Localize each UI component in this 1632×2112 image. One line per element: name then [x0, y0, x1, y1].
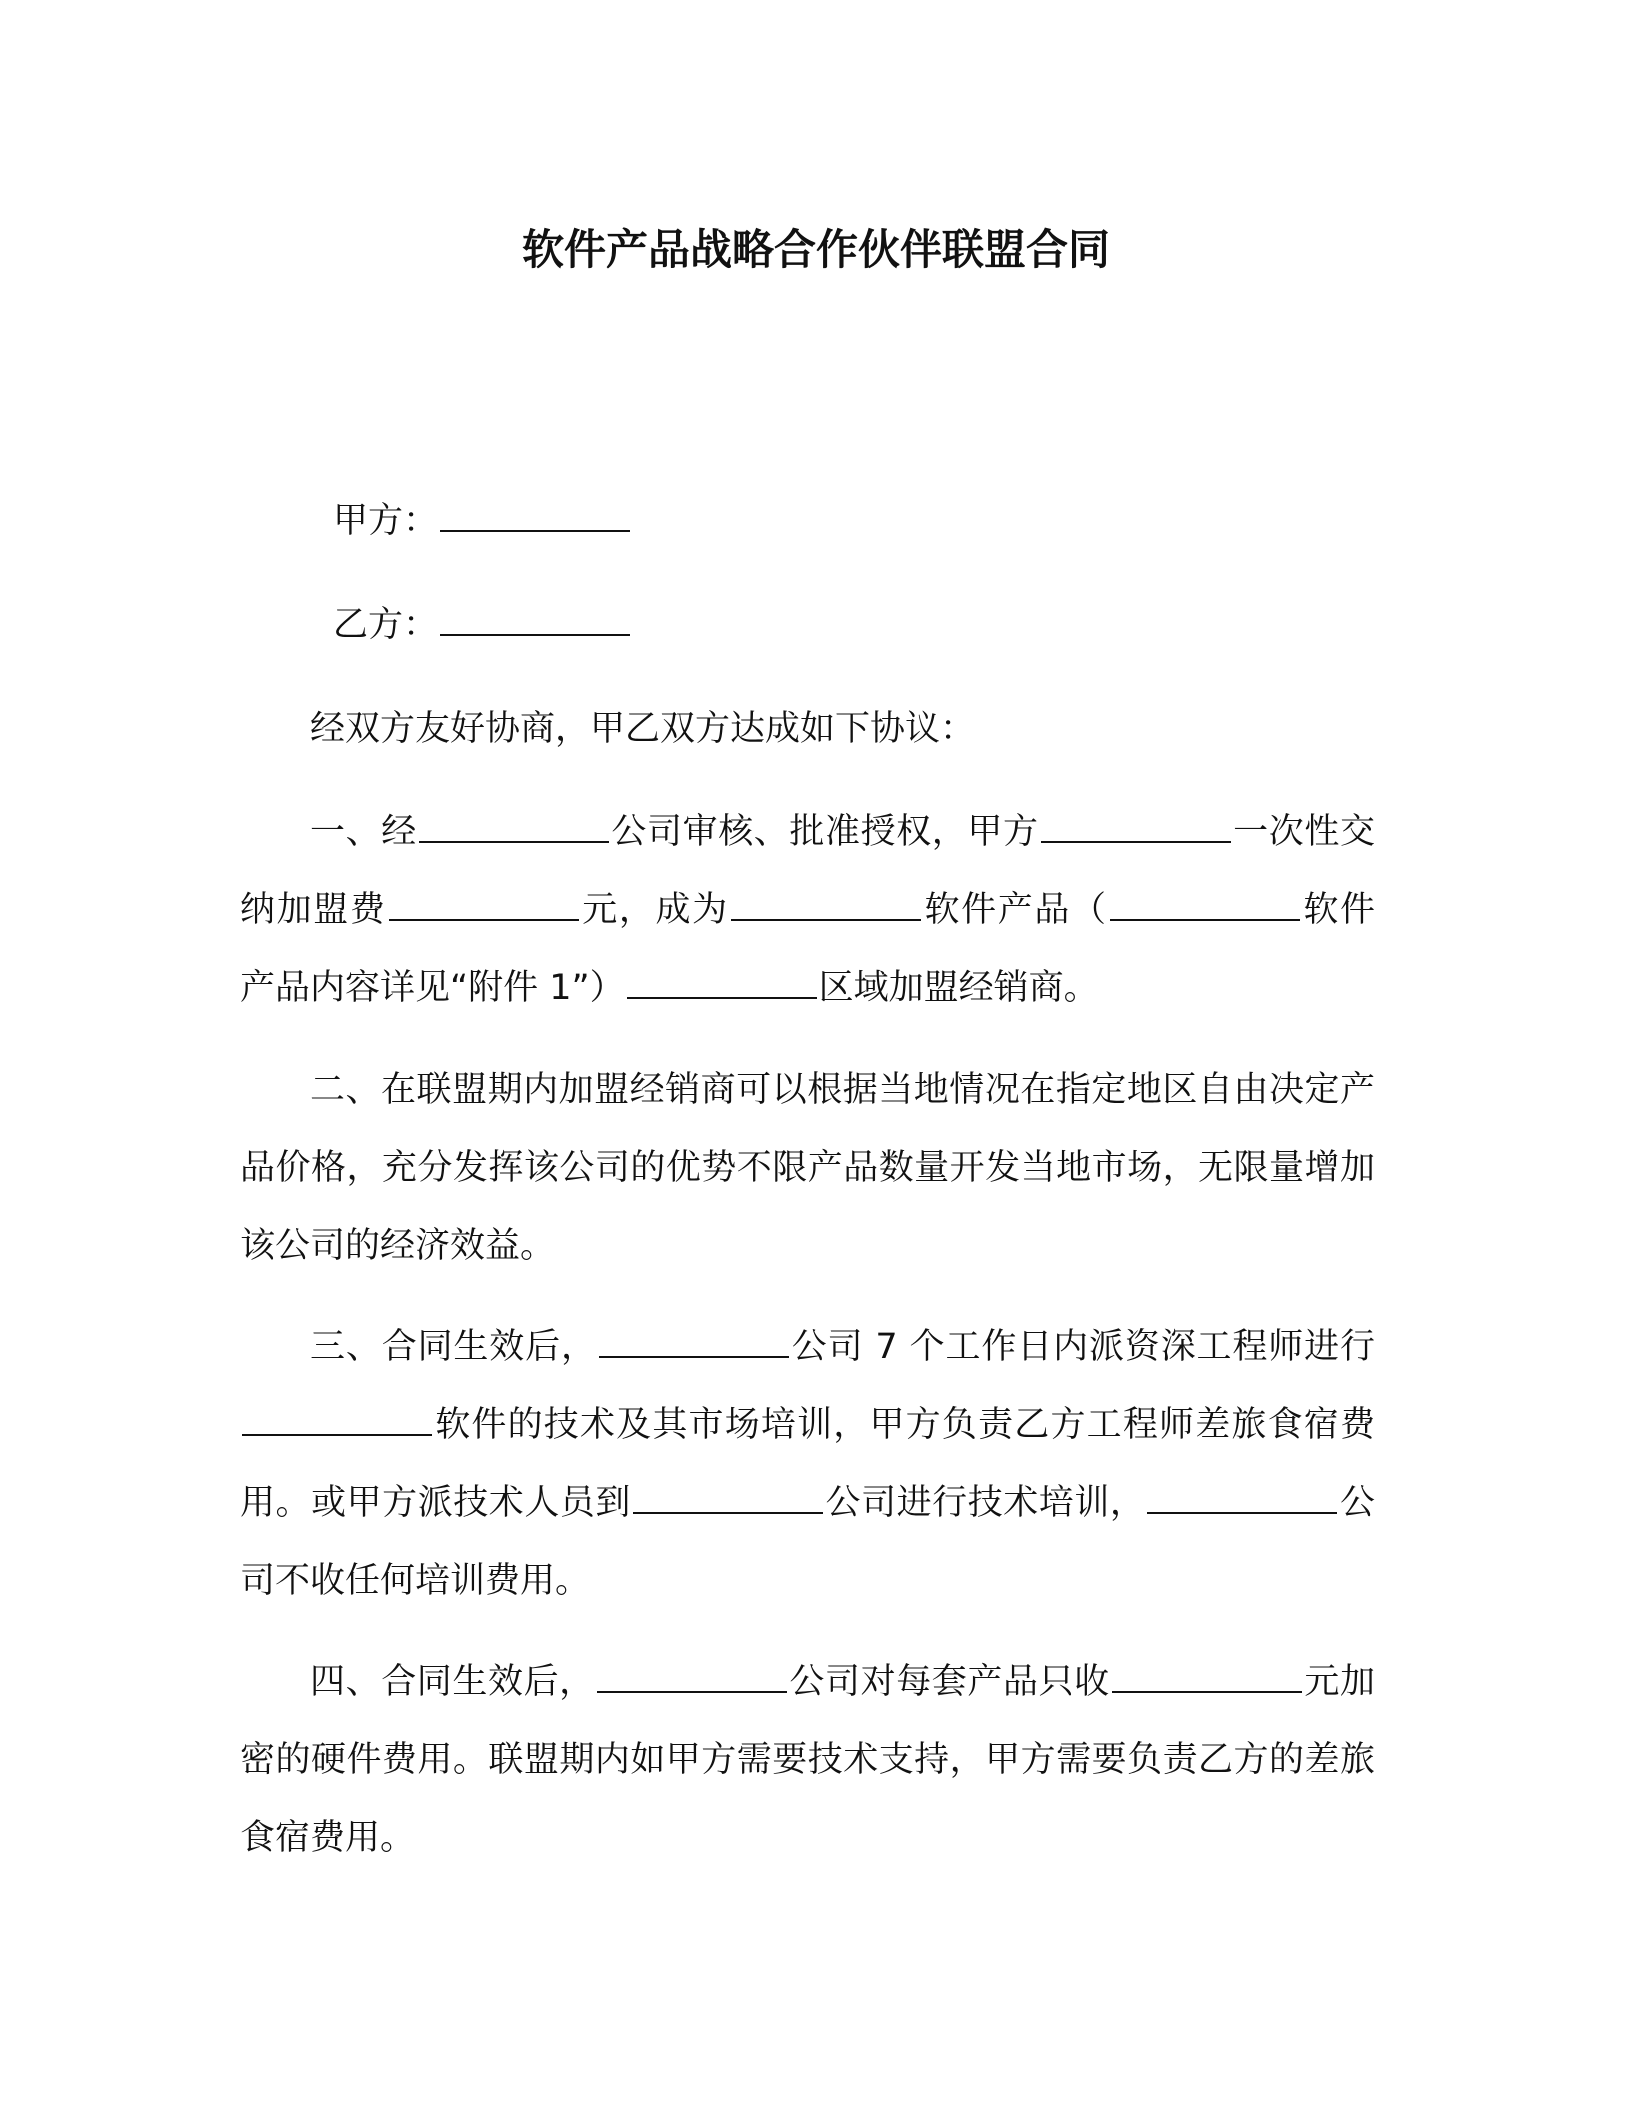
clause-4 — [240, 1643, 1375, 1877]
party-a-line — [333, 496, 632, 545]
intro-paragraph — [240, 690, 1375, 768]
blank — [1110, 885, 1300, 921]
clause-3-part-2: 公司 7 个工作日内派资深工程师进行 — [790, 1327, 1375, 1367]
clause-4-part-2: 公司对每套产品只收 — [788, 1662, 1110, 1702]
blank — [633, 1478, 823, 1514]
blank — [419, 807, 609, 843]
party-a-label: 甲方： — [333, 501, 439, 541]
clause-4-text — [240, 1643, 1375, 1877]
clause-1 — [240, 793, 1375, 1027]
clause-3-part-4: 公司进行技术培训， — [824, 1483, 1146, 1523]
clause-1-part-5: 软件产品（ — [922, 890, 1108, 930]
clause-1-part-1: 一、经 — [310, 812, 417, 852]
clause-1-part-3: 一次性交纳加盟费 — [240, 812, 1375, 930]
blank — [599, 1322, 789, 1358]
blank — [1147, 1478, 1337, 1514]
party-b-label: 乙方： — [333, 605, 439, 645]
blank — [731, 885, 921, 921]
party-b-line — [333, 600, 632, 649]
blank — [389, 885, 579, 921]
blank — [627, 963, 817, 999]
clause-1-text — [240, 793, 1375, 1027]
clause-3-part-1: 三、合同生效后， — [310, 1327, 597, 1367]
clause-2 — [240, 1051, 1375, 1285]
blank — [1041, 807, 1231, 843]
blank — [242, 1400, 432, 1436]
clause-1-part-4: 元，成为 — [580, 890, 729, 930]
intro-text: 经双方友好协商，甲乙双方达成如下协议： — [310, 709, 976, 749]
clause-4-part-3: 元加密的硬件费用。联盟期内如甲方需要技术支持，甲方需要负责乙方的差旅食宿费用。 — [240, 1662, 1375, 1858]
party-b-blank — [440, 600, 630, 636]
blank — [597, 1657, 787, 1693]
clause-1-part-2: 公司审核、批准授权，甲方 — [610, 812, 1039, 852]
clause-2-text: 二、在联盟期内加盟经销商可以根据当地情况在指定地区自由决定产品价格，充分发挥该公司的优势不限产品数量开发当地市场，无限量增加该公司的经济效益。 — [240, 1070, 1375, 1266]
clause-1-part-7: 区域加盟经销商。 — [818, 968, 1099, 1008]
clause-4-part-1: 四、合同生效后， — [310, 1662, 595, 1702]
clause-3-part-5: 公司不收任何培训费用。 — [240, 1483, 1375, 1601]
clause-1-part-6: 软件产品内容详见“附件 1”） — [240, 890, 1375, 1008]
blank — [1112, 1657, 1302, 1693]
clause-3 — [240, 1308, 1375, 1620]
party-a-blank — [440, 496, 630, 532]
clause-3-text — [240, 1308, 1375, 1620]
document-title: 软件产品战略合作伙伴联盟合同 — [521, 225, 1110, 274]
clause-3-part-3: 软件的技术及其市场培训，甲方负责乙方工程师差旅食宿费用。或甲方派技术人员到 — [240, 1405, 1375, 1523]
